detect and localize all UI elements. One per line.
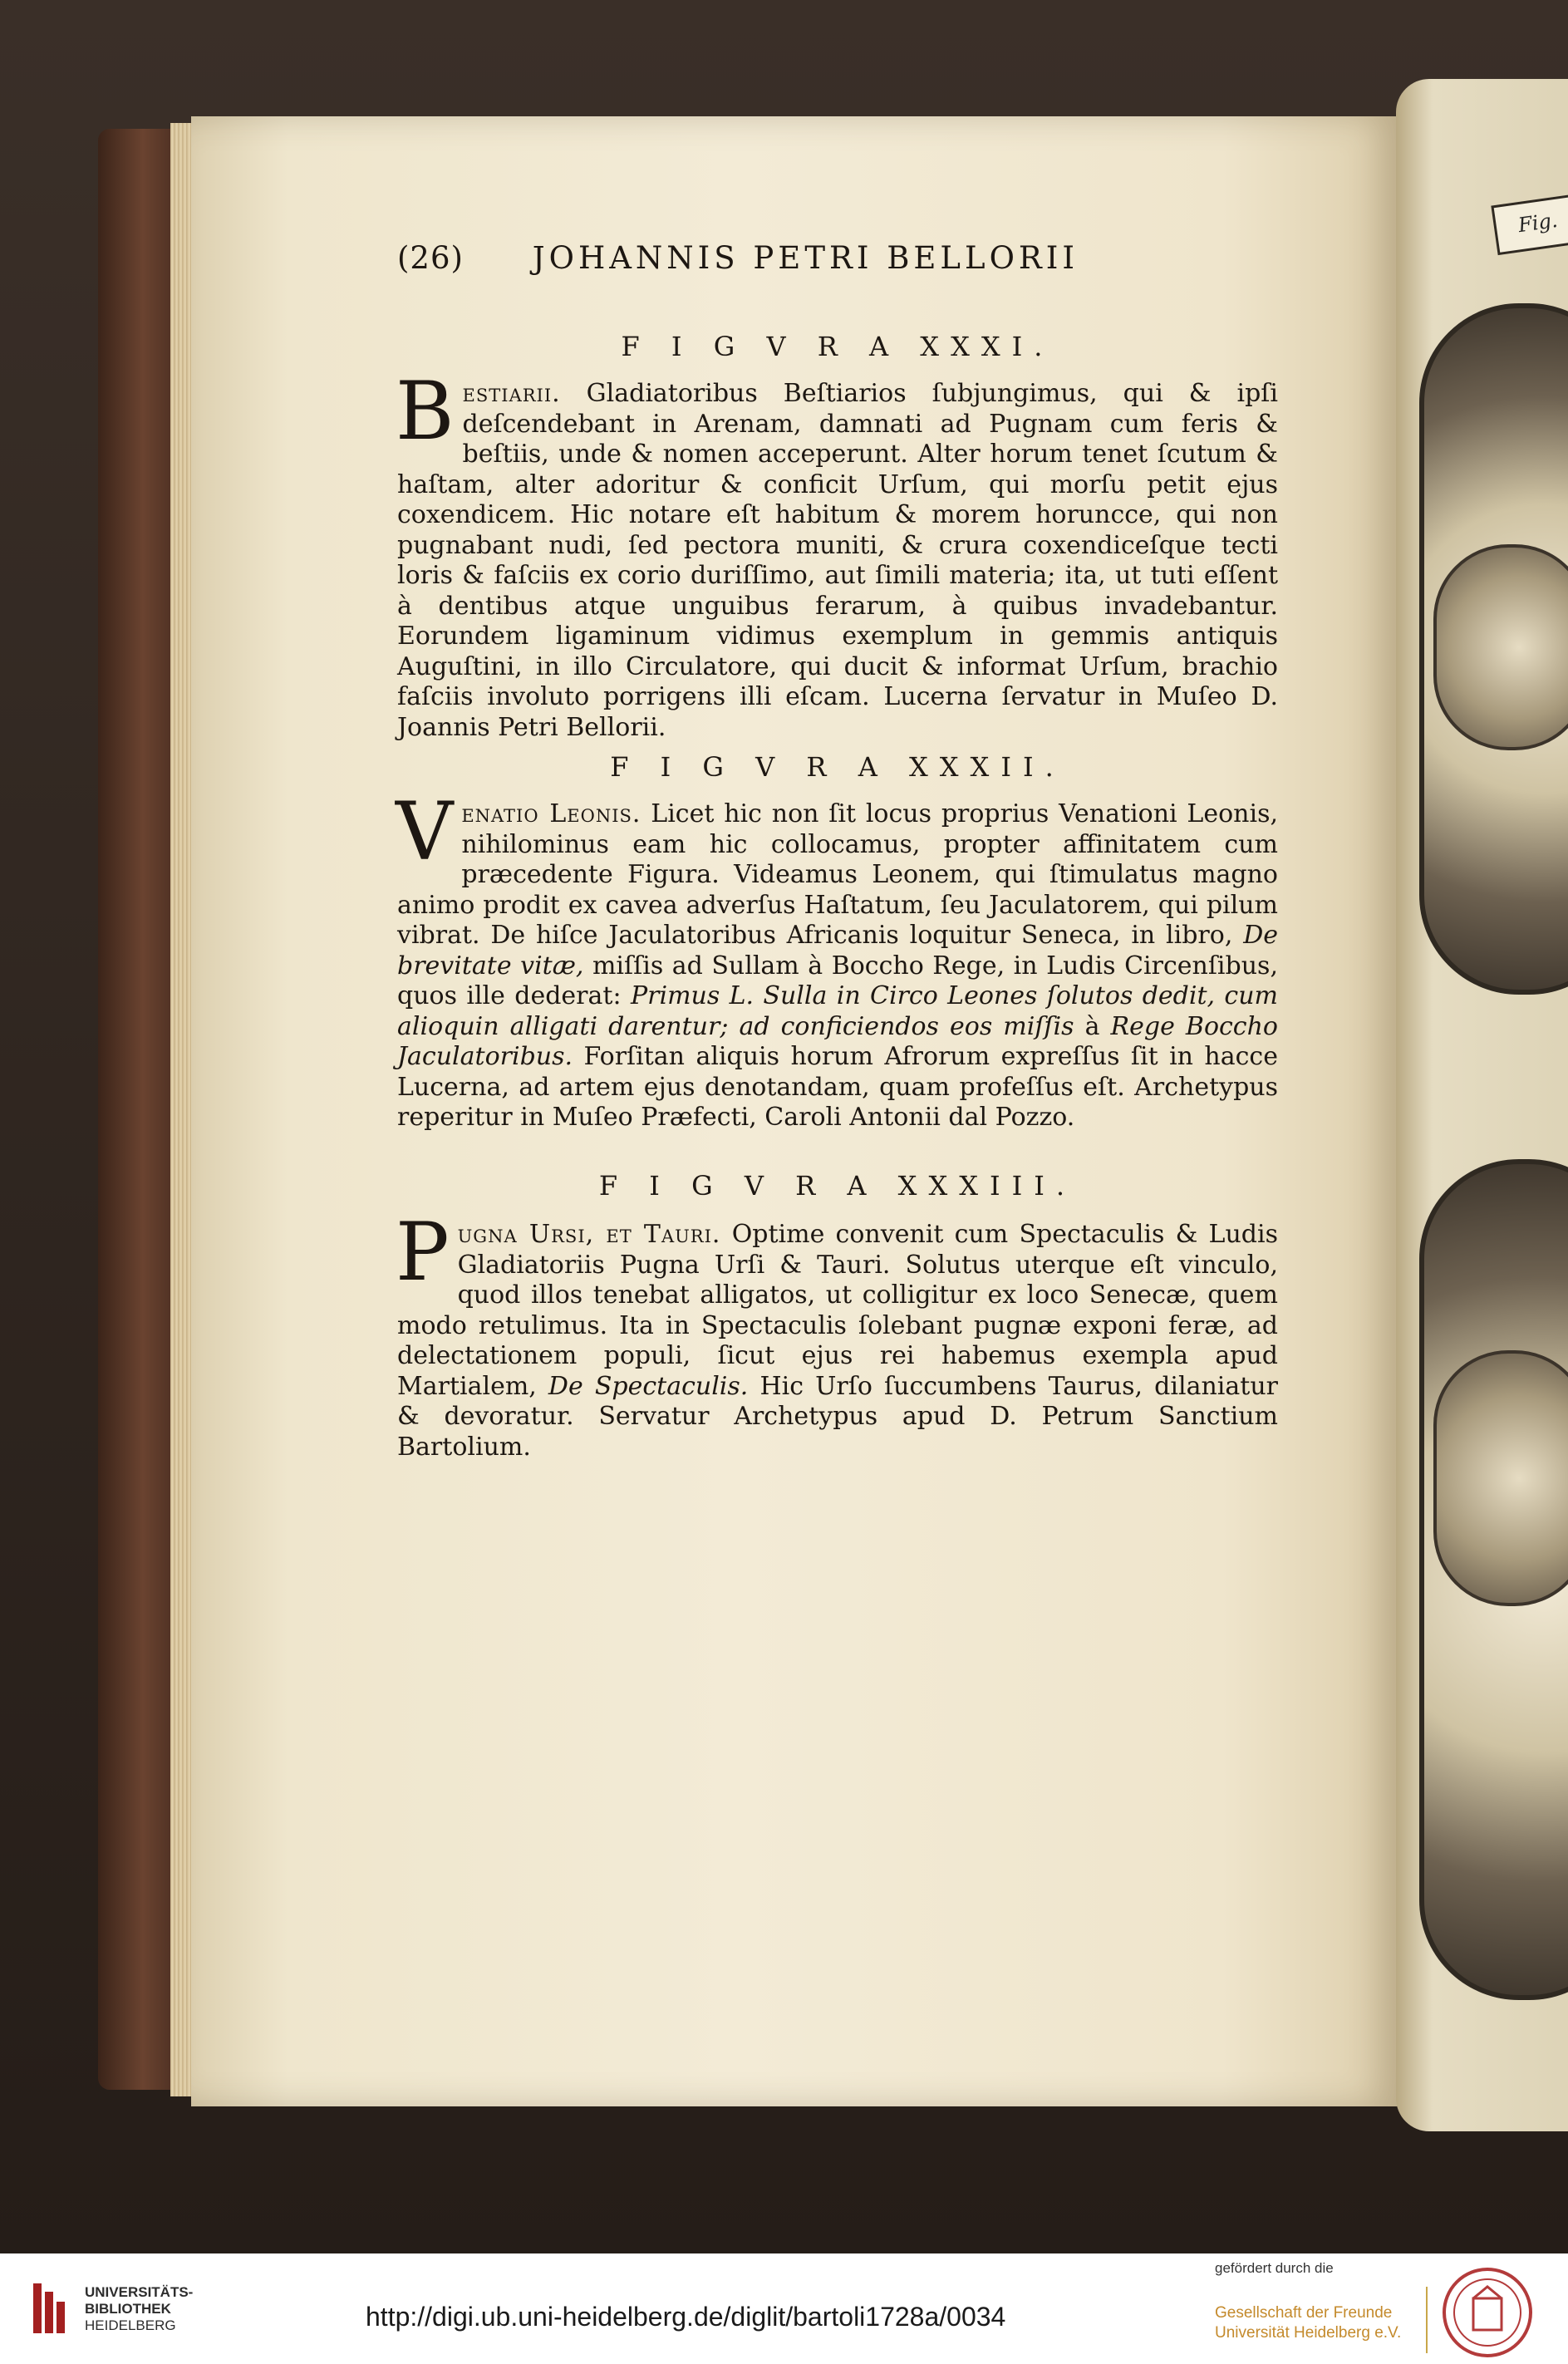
facing-page (1396, 79, 1568, 2131)
drop-cap: P (396, 1206, 450, 1299)
sponsor-divider (1426, 2287, 1428, 2353)
paragraph-text: miſſis ad Sullam à Boccho Rege, in Ludis Circenſibus, quos ille dederat: (397, 951, 1278, 1010)
running-title: JOHANNIS PETRI BELLORII (532, 239, 1079, 276)
sponsor-label: gefördert durch die (1215, 2260, 1334, 2276)
sponsor-name-line: Gesellschaft der Freunde (1215, 2304, 1393, 2322)
figure-heading-33: F I G V R A XXXIII. (598, 1170, 1077, 1202)
paragraph-figure-33 (396, 1206, 1278, 1462)
italic-title: De Spectaculis. (548, 1371, 749, 1401)
library-name-line: HEIDELBERG (85, 2317, 176, 2333)
engraved-medallion-bull (1433, 1350, 1568, 1606)
paragraph-text: Gladiatoribus Beſtiarios ſubjungimus, qui & ipſi deſcendebant in Arenam, damnati ad Pugnam cum feris & beſtiis, unde & nomen acceperunt. Alter horum tenet ſcutum & haſtam, alter adoritur & conficit Urſum, qui morſu petit ejus coxendicem. Hic notare eſt habitum & morem horuncce, qui non pugnabant nudi, ſed pectora muniti, & crura coxendiceſque tecti loris & faſciis ex corio duriſſimo, aut ſimili materia; ita, ut tuti eſſent à dentibus atque unguibus ferarum, à quibus invadebantur. Eorundem ligaminum vidimus exemplum in gemmis antiquis Auguſtini, in illo Circulatore, qui ducit & informat Urſum, brachio faſciis involuto porrigens illi eſcam. Lucerna ſervatur in Muſeo D. Joannis Petri Bellorii. (397, 379, 1278, 742)
paragraph-figure-32 (396, 785, 1279, 1133)
figure-label: Fig. (1491, 194, 1568, 255)
paragraph-text: Forſitan aliquis horum Afrorum expreſſus ſit in hacce Lucerna, ad artem ejus denotandam, quam profeſſus eſt. Archetypus reperitur in Muſeo Præfecti, Caroli Antonii dal Pozzo. (397, 1042, 1278, 1132)
page-number: (26) (397, 239, 464, 276)
university-seal-icon (1442, 2267, 1533, 2358)
footer-bar (0, 2253, 1568, 2364)
paragraph-text: Optime convenit cum Spectaculis & Ludis Gladiatoriis Pugna Urſi & Tauri. Solutus uterque eſt vinculo, quod illos tenebat alligatos, ut colligitur ex loco Senecæ, quem modo retulimus. Ita in Spectaculis ſolebant pugnæ exponi feræ, ad delectationem populi, ſicut ejus rei habemus exempla apud Martialem, (397, 1220, 1278, 1401)
university-library-logo-icon (33, 2283, 71, 2333)
italic-quote: Rege Boccho Jaculatoribus. (397, 1011, 1278, 1071)
sponsor-name (1215, 2303, 1423, 2343)
library-name (85, 2284, 251, 2334)
drop-cap: V (396, 785, 454, 878)
italic-quote: Primus L. Sulla in Circo Leones ſolutos dedit, cum alioquin alligati darentur; ad conficiendos eos miſſis (397, 981, 1278, 1041)
engraved-medallion-gladiators (1433, 544, 1568, 750)
library-name-line: BIBLIOTHEK (85, 2301, 171, 2317)
lead-term: ugna Ursi, et Tauri. (457, 1220, 721, 1249)
paragraph-text: à (1084, 1011, 1100, 1041)
paragraph-text: Hic Urſo ſuccumbens Taurus, dilaniatur & devoratur. Servatur Archetypus apud D. Petrum Sanctium Bartolium. (397, 1371, 1278, 1462)
paragraph-figure-31 (396, 365, 1278, 743)
running-head (397, 237, 1079, 278)
sponsor-name-line: Universität Heidelberg e.V. (1215, 2324, 1402, 2342)
library-name-line: UNIVERSITÄTS- (85, 2284, 194, 2300)
permalink-url[interactable]: http://digi.ub.uni-heidelberg.de/diglit/bartoli1728a/0034 (366, 2302, 1006, 2332)
figure-heading-31: F I G V R A XXXI. (621, 331, 1054, 362)
figure-heading-32: F I G V R A XXXII. (610, 751, 1065, 783)
drop-cap: B (396, 365, 455, 458)
paragraph-text: Licet hic non ſit locus proprius Venationi Leonis, nihilominus eam hic collocamus, propter affinitatem cum præcedente Figura. Videamus Leonem, qui ſtimulatus magno animo prodit ex cavea adverſus Haſtatum, ſeu Jaculatorem, qui pilum vibrat. De hiſce Jaculatoribus Africanis loquitur Seneca, in libro, (397, 799, 1279, 950)
lead-term: enatio Leonis. (461, 799, 641, 828)
italic-title: De brevitate vitæ, (397, 921, 1278, 980)
lead-term: estiarii. (462, 379, 561, 408)
